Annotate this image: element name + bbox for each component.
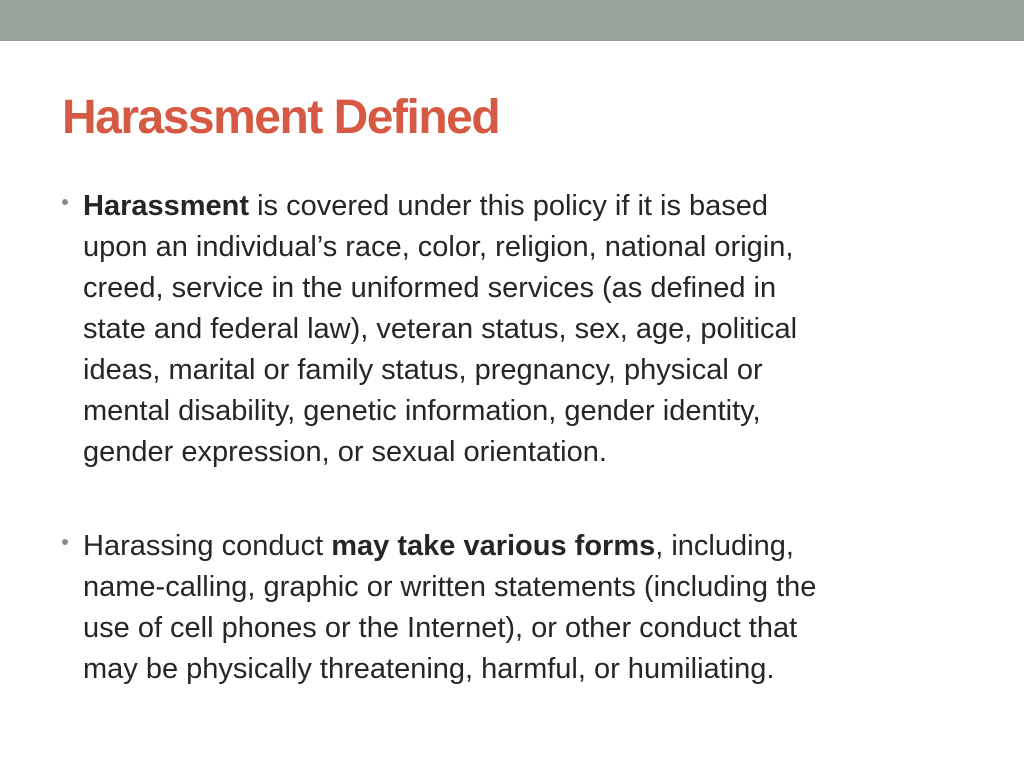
bullet-line: creed, service in the uniformed services (as defined in <box>83 272 777 304</box>
top-accent-band <box>0 0 1024 41</box>
bullet-dot-icon <box>62 539 68 545</box>
bullet-line <box>83 186 962 227</box>
slide-title: Harassment Defined <box>62 91 500 144</box>
bullet-line: use of cell phones or the Internet), or other conduct that <box>83 612 798 644</box>
bullet-line: upon an individual’s race, color, religion, national origin, <box>83 231 794 263</box>
line-text: , including, <box>655 530 794 562</box>
bold-phrase: may take various forms <box>331 530 656 562</box>
bullet-dot-icon <box>62 199 68 205</box>
bullet-line: gender expression, or sexual orientation. <box>83 436 607 468</box>
bullet-list <box>62 186 962 690</box>
bullet-line: name-calling, graphic or written statements (including the <box>83 571 817 603</box>
line-text: is covered under this policy if it is based <box>249 190 769 222</box>
line-text: Harassing conduct <box>83 530 332 562</box>
bullet-line: state and federal law), veteran status, sex, age, political <box>83 313 798 345</box>
bold-term: Harassment <box>83 190 250 222</box>
bullet-line: may be physically threatening, harmful, or humiliating. <box>83 653 775 685</box>
bullet-line: ideas, marital or family status, pregnancy, physical or <box>83 354 763 386</box>
bullet-item-harassing-conduct <box>62 526 962 690</box>
bullet-line: mental disability, genetic information, gender identity, <box>83 395 761 427</box>
bullet-line <box>83 526 962 567</box>
bullet-item-harassment-definition <box>62 186 962 473</box>
